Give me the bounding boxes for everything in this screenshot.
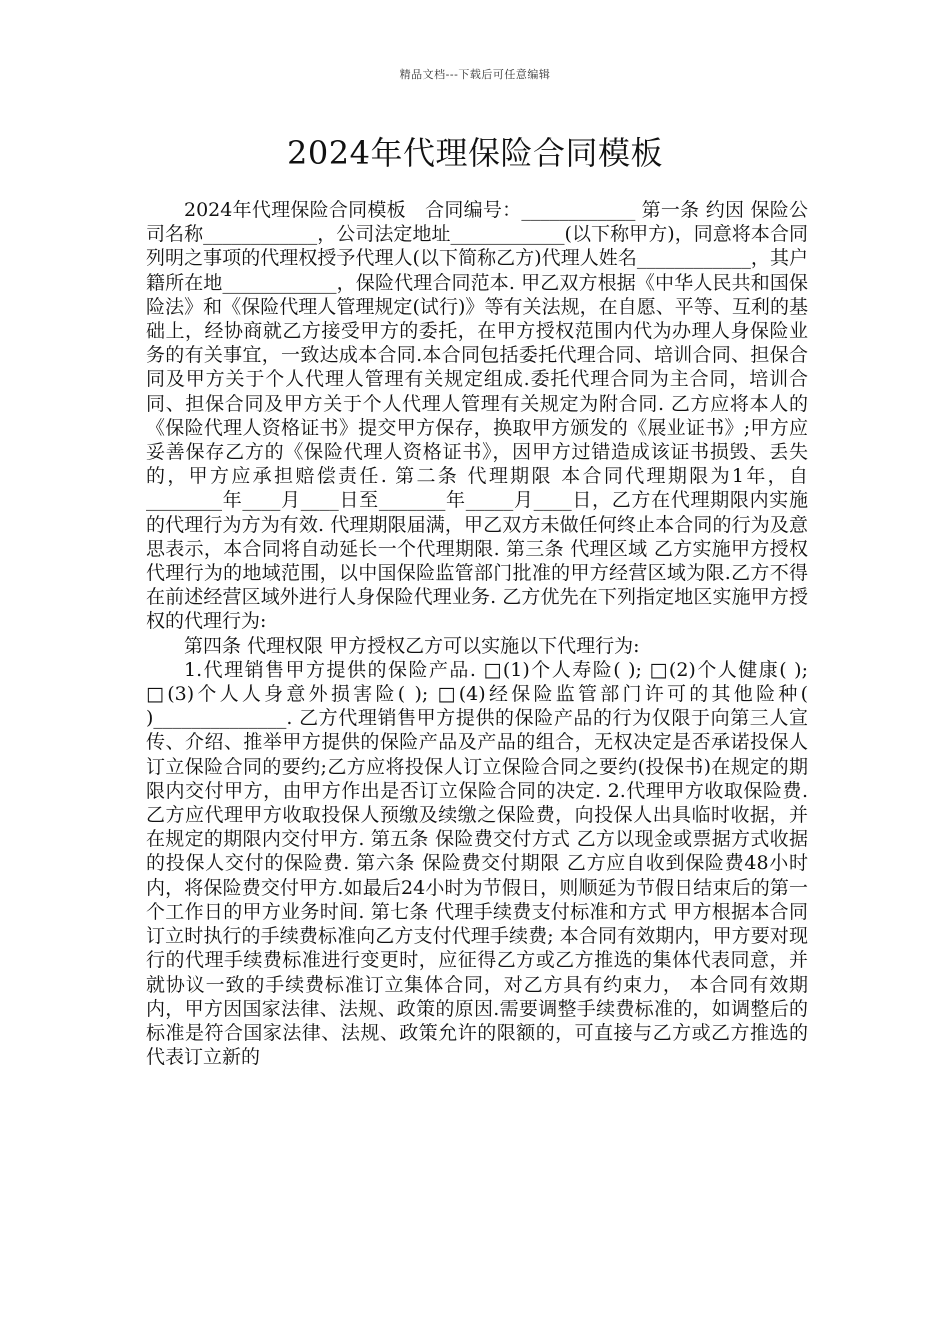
paragraph-1: 2024年代理保险合同模板 合同编号：____________ 第一条 约因 保险公司名称____________，公司法定地址____________(以下称甲方)，同意将本合同列明之事项的代理权授予代理人(以下简称乙方)代理人姓名____________，其户籍所在地____________，保险代理合同范本. 甲乙双方根据《中华人民共和国保险法》和《保险代理人管理规定(试行)》等有关法规，在自愿、平等、互利的基础上，经协商就乙方接受甲方的委托，在甲方授权范围内代为办理人身保险业务的有关事宜，一致达成本合同.本合同包括委托代理合同、培训合同、担保合同及甲方关于个人代理人管理有关规定组成.委托代理合同为主合同，培训合同、担保合同及甲方关于个人代理人管理有关规定为附合同. 乙方应将本人的《保险代理人资格证书》提交甲方保存，换取甲方颁发的《展业证书》;甲方应妥善保存乙方的《保险代理人资格证书》，因甲方过错造成该证书损毁、丢失的，甲方应承担赔偿责任. 第二条 代理期限 本合同代理期限为1年，自________年____月____日至_______年_____月____日，乙方在代理期限内实施的代理行为方为有效. 代理期限届满，甲乙双方未做任何终止本合同的行为及意思表示，本合同将自动延长一个代理期限. 第三条 代理区域 乙方实施甲方授权代理行为的地域范围，以中国保险监管部门批准的甲方经营区域为限.乙方不得在前述经营区域外进行人身保险代理业务. 乙方优先在下列指定地区实施甲方授权的代理行为: xyxy=(146,199,808,633)
paragraph-3: 1.代理销售甲方提供的保险产品. □(1)个人寿险( ); □(2)个人健康( ); □(3)个人人身意外损害险( ); □(4)经保险监管部门许可的其他险种( )______________. 乙方代理销售甲方提供的保险产品的行为仅限于向第三人宣传、介绍、推举甲方提供的保险产品及产品的组合，无权决定是否承诺投保人订立保险合同的要约;乙方应将投保人订立保险合同之要约(投保书)在规定的期限内交付甲方，由甲方作出是否订立保险合同的决定. 2.代理甲方收取保险费. 乙方应代理甲方收取投保人预缴及续缴之保险费，向投保人出具临时收据，并在规定的期限内交付甲方. 第五条 保险费交付方式 乙方以现金或票据方式收据的投保人交付的保险费. 第六条 保险费交付期限 乙方应自收到保险费48小时内，将保险费交付甲方.如最后24小时为节假日，则顺延为节假日结束后的第一个工作日的甲方业务时间. 第七条 代理手续费支付标准和方式 甲方根据本合同订立时执行的手续费标准向乙方支付代理手续费; 本合同有效期内，甲方要对现行的代理手续费标准进行变更时，应征得乙方或乙方推选的集体代表同意，并就协议一致的手续费标准订立集体合同，对乙方具有约束力， 本合同有效期内，甲方因国家法律、法规、政策的原因.需要调整手续费标准的，如调整后的标准是符合国家法律、法规、政策允许的限额的，可直接与乙方或乙方推选的代表订立新的 xyxy=(146,658,808,1069)
paragraph-2: 第四条 代理权限 甲方授权乙方可以实施以下代理行为: xyxy=(184,634,640,657)
page-header: 精品文档---下载后可任意编辑 xyxy=(399,68,551,81)
document-title: 2024年代理保险合同模板 xyxy=(287,134,663,172)
document-body xyxy=(146,198,808,1069)
